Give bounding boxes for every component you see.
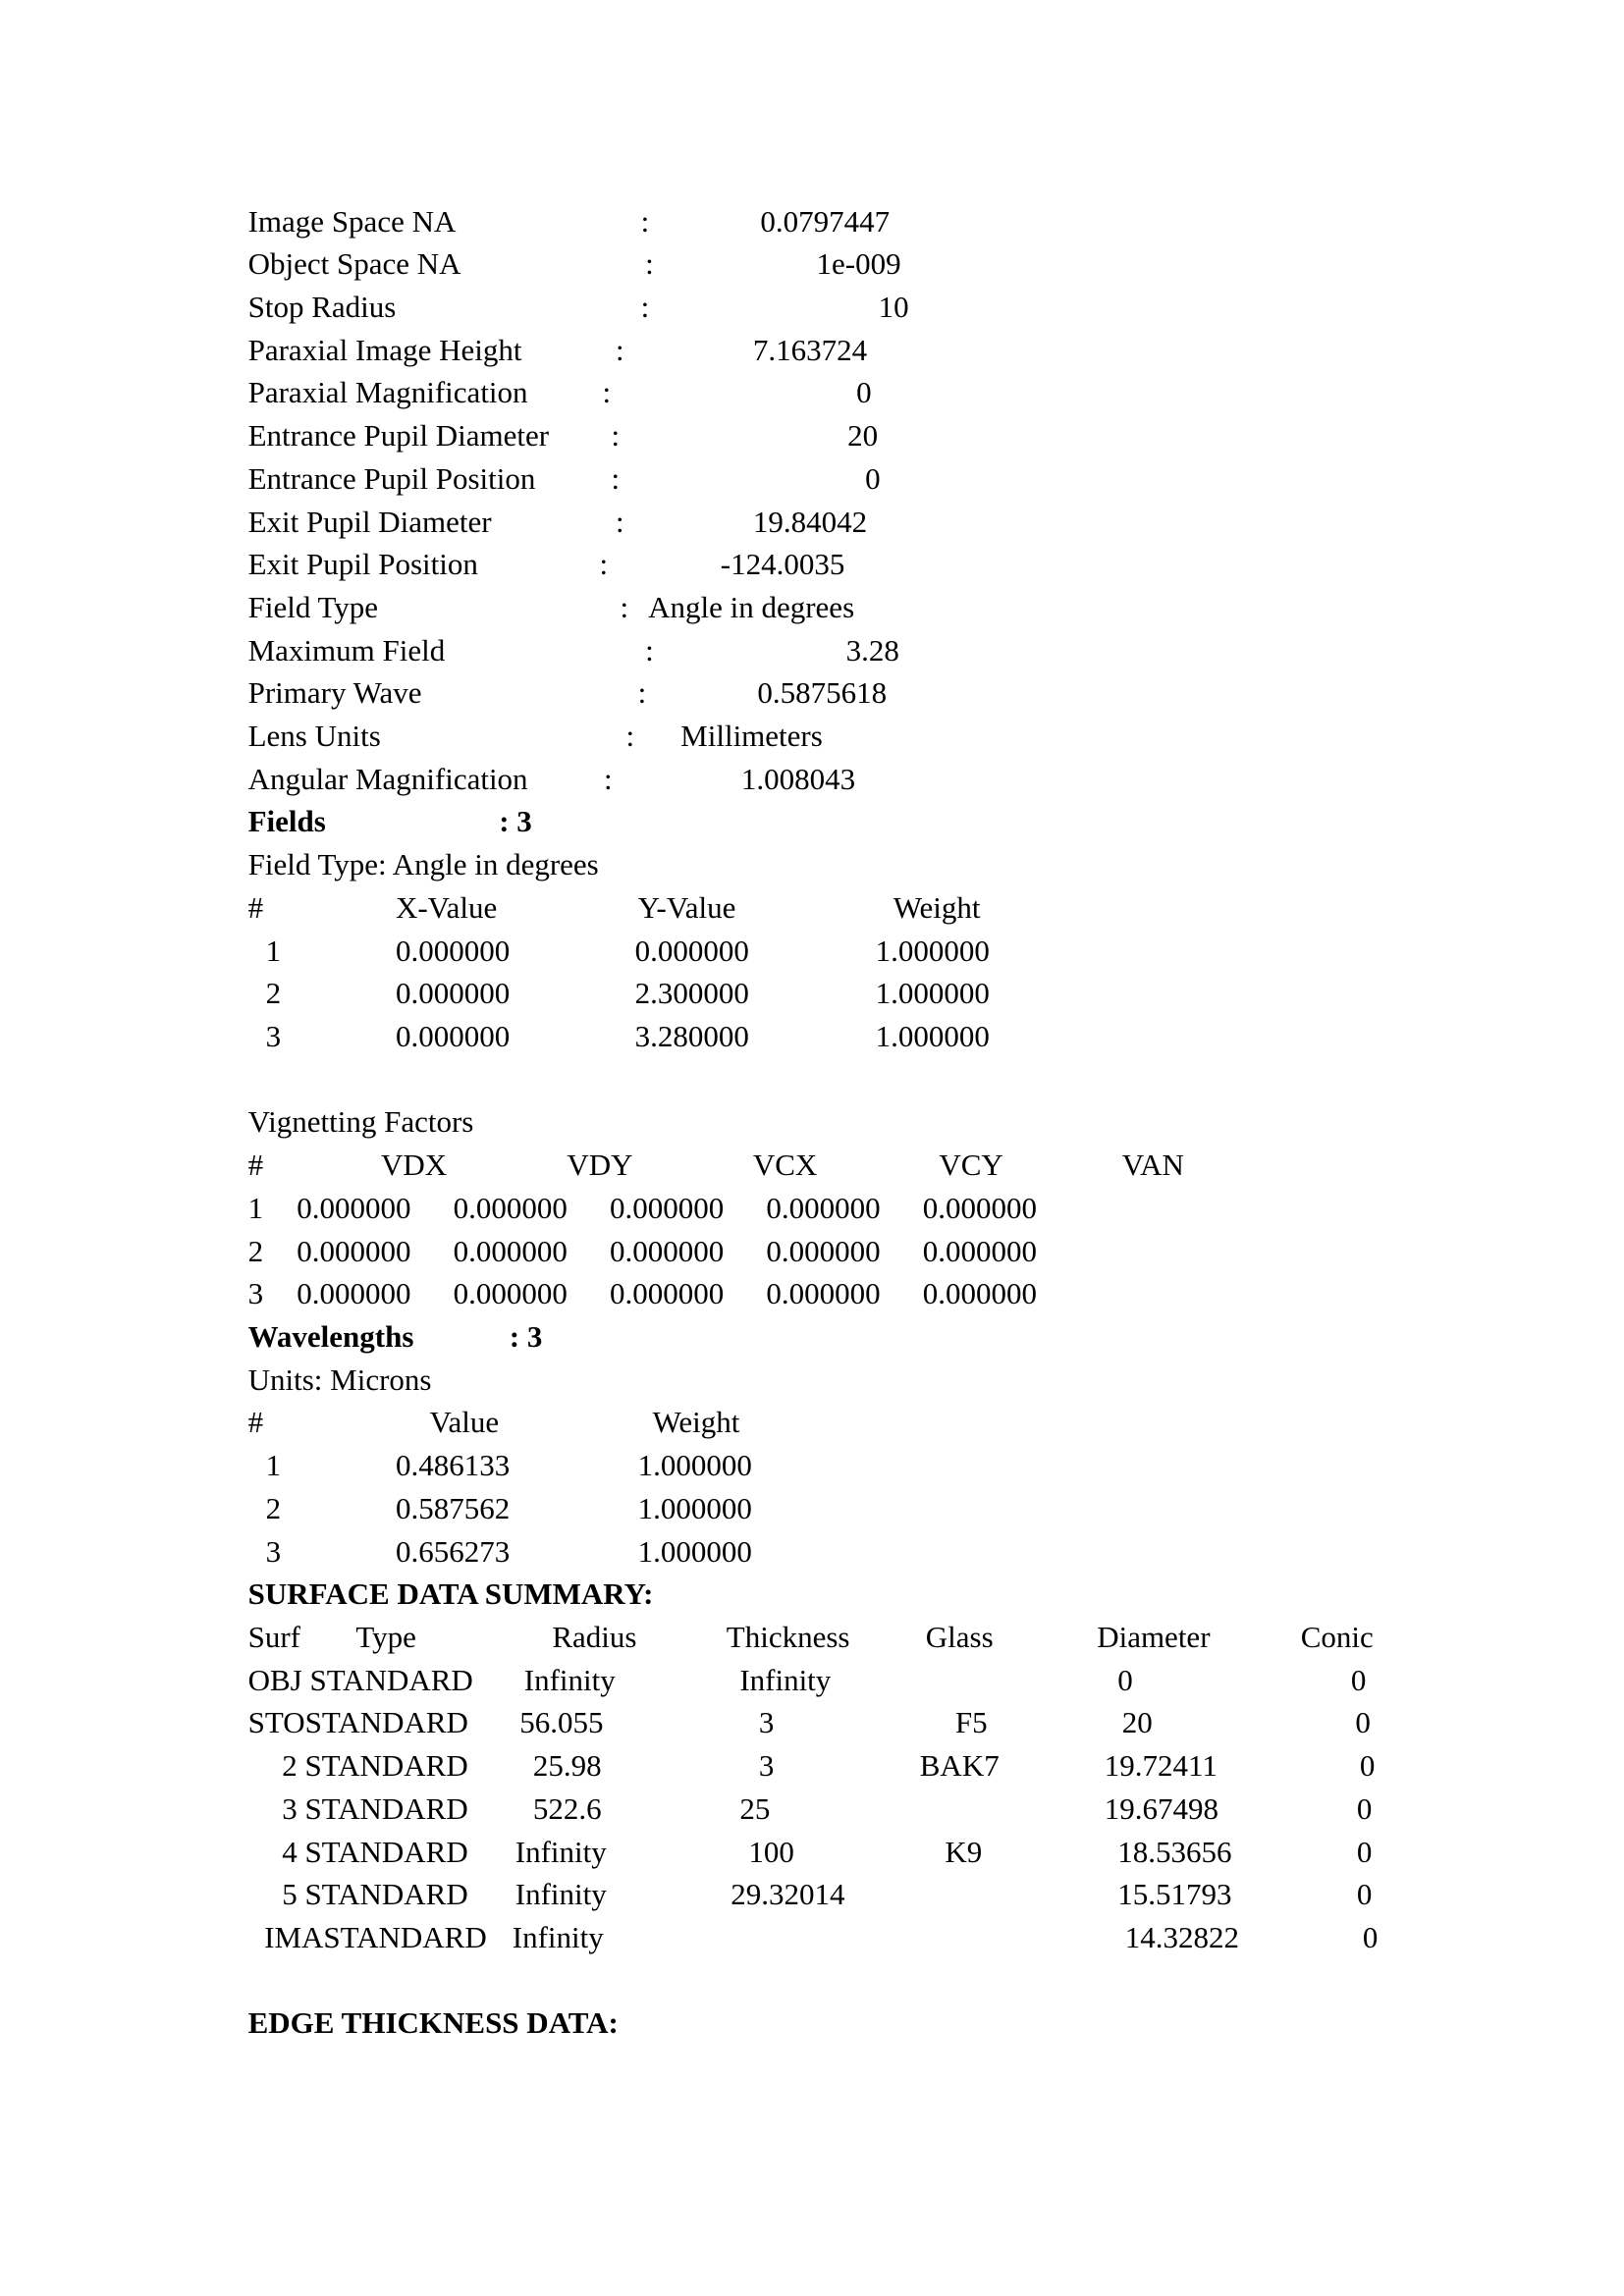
surface-thickness: 3 [758,1705,775,1740]
vignetting-header: VCY [939,1148,1003,1183]
vignetting-header: VAN [1121,1148,1184,1183]
summary-label: Maximum Field [247,632,446,667]
surface-glass: BAK7 [919,1748,1000,1784]
surface-radius: Infinity [512,1919,604,1954]
summary-value: 0.0797447 [760,203,891,239]
fields-type: Field Type: Angle in degrees [247,847,599,882]
summary-colon: : [602,375,612,410]
fields-cell: 1 [265,933,282,968]
edge-thickness-heading: EDGE THICKNESS DATA: [247,2005,619,2041]
surface-diameter: 15.51793 [1117,1877,1232,1912]
vignetting-cell: 0.000000 [922,1190,1038,1225]
surface-radius: 522.6 [532,1790,602,1826]
summary-colon: : [603,761,613,796]
summary-colon: : [611,418,621,454]
fields-cell: 0.000000 [395,933,511,968]
summary-label: Angular Magnification [247,761,528,796]
surface-header: Thickness [726,1619,850,1654]
summary-label: Primary Wave [247,675,422,711]
surface-header: Radius [552,1619,637,1654]
vignetting-cell: 2 [247,1233,264,1268]
fields-cell: 3.280000 [634,1019,749,1054]
surface-radius: 56.055 [519,1705,604,1740]
fields-header: X-Value [395,889,498,925]
vignetting-heading: Vignetting Factors [247,1104,474,1140]
wavelengths-cell: 1.000000 [637,1533,752,1569]
fields-heading: Fields [247,804,326,839]
surface-thickness: 3 [758,1748,775,1784]
summary-label: Field Type [247,589,379,624]
vignetting-cell: 0.000000 [922,1233,1038,1268]
surface-name: 2 STANDARD [282,1748,468,1784]
wavelengths-cell: 0.656273 [395,1533,511,1569]
summary-colon: : [637,675,647,711]
fields-cell: 1.000000 [875,933,990,968]
surface-thickness: 25 [739,1790,771,1826]
surface-radius: 25.98 [532,1748,602,1784]
surface-name: 5 STANDARD [282,1877,468,1912]
summary-value: Millimeters [680,719,823,754]
summary-colon: : [620,589,629,624]
surface-name: 3 STANDARD [282,1790,468,1826]
fields-header: Y-Value [637,889,736,925]
summary-colon: : [616,332,624,367]
wavelengths-count: : 3 [509,1319,543,1355]
surface-header: Type [355,1619,416,1654]
summary-value: 0 [856,375,872,410]
vignetting-cell: 0.000000 [922,1276,1038,1311]
surface-header: Glass [925,1619,994,1654]
fields-cell: 2.300000 [634,976,749,1011]
vignetting-cell: 0.000000 [297,1276,411,1311]
summary-label: Entrance Pupil Diameter [247,418,550,454]
wavelengths-header: Weight [652,1405,740,1440]
surface-thickness: 100 [748,1834,794,1869]
surface-conic: 0 [1356,1877,1373,1912]
vignetting-cell: 0.000000 [297,1233,411,1268]
vignetting-cell: 3 [247,1276,264,1311]
wavelengths-header: Value [429,1405,500,1440]
surface-name: STOSTANDARD [247,1705,468,1740]
summary-value: 3.28 [845,632,899,667]
surface-conic: 0 [1356,1834,1373,1869]
surface-radius: Infinity [514,1877,607,1912]
surface-header: Surf [247,1619,300,1654]
summary-label: Exit Pupil Position [247,547,478,582]
vignetting-cell: 0.000000 [453,1190,568,1225]
summary-label: Image Space NA [247,203,457,239]
vignetting-cell: 0.000000 [610,1233,725,1268]
summary-label: Stop Radius [247,289,397,324]
surface-name: 4 STANDARD [282,1834,468,1869]
surface-header: Diameter [1097,1619,1211,1654]
vignetting-cell: 0.000000 [766,1276,881,1311]
surface-diameter: 0 [1117,1662,1133,1697]
summary-colon: : [611,460,621,496]
vignetting-header: VDY [567,1148,633,1183]
surface-radius: Infinity [514,1834,607,1869]
vignetting-header: # [247,1148,264,1183]
vignetting-cell: 0.000000 [766,1233,881,1268]
surface-conic: 0 [1359,1748,1376,1784]
wavelengths-header: # [247,1405,264,1440]
wavelengths-cell: 0.587562 [395,1490,511,1525]
summary-colon: : [645,632,654,667]
vignetting-header: VDX [380,1148,448,1183]
surface-diameter: 14.32822 [1124,1919,1240,1954]
summary-colon: : [640,289,650,324]
summary-colon: : [599,547,609,582]
wavelengths-cell: 2 [265,1490,282,1525]
surface-glass: K9 [945,1834,983,1869]
surface-thickness: Infinity [739,1662,832,1697]
vignetting-cell: 0.000000 [453,1233,568,1268]
vignetting-cell: 0.000000 [766,1190,881,1225]
vignetting-cell: 0.000000 [297,1190,411,1225]
surface-conic: 0 [1362,1919,1379,1954]
summary-value: 20 [847,418,879,454]
vignetting-cell: 0.000000 [453,1276,568,1311]
summary-value: 1.008043 [740,761,856,796]
vignetting-header: VCX [752,1148,818,1183]
surface-diameter: 19.72411 [1104,1748,1218,1784]
summary-value: Angle in degrees [648,589,855,624]
surface-glass: F5 [954,1705,988,1740]
fields-cell: 0.000000 [395,976,511,1011]
vignetting-cell: 0.000000 [610,1276,725,1311]
surface-diameter: 19.67498 [1104,1790,1218,1826]
fields-cell: 2 [265,976,282,1011]
fields-cell: 3 [265,1019,282,1054]
surface-diameter: 18.53656 [1117,1834,1232,1869]
fields-cell: 0.000000 [395,1019,511,1054]
surface-conic: 0 [1350,1662,1367,1697]
surface-conic: 0 [1355,1705,1371,1740]
summary-label: Exit Pupil Diameter [247,504,492,539]
surface-name: IMASTANDARD [264,1919,487,1954]
vignetting-cell: 0.000000 [610,1190,725,1225]
fields-cell: 1.000000 [875,1019,990,1054]
surface-diameter: 20 [1121,1705,1153,1740]
summary-value: 19.84042 [752,504,868,539]
summary-label: Paraxial Magnification [247,375,528,410]
surface-header: Conic [1300,1619,1374,1654]
fields-header: # [247,889,264,925]
summary-label: Lens Units [247,719,381,754]
surface-thickness: 29.32014 [731,1877,845,1912]
summary-value: -124.0035 [720,547,845,582]
wavelengths-units: Units: Microns [247,1362,432,1397]
surface-name: OBJ STANDARD [247,1662,473,1697]
summary-value: 10 [878,289,909,324]
fields-cell: 1.000000 [875,976,990,1011]
wavelengths-cell: 1.000000 [637,1490,752,1525]
summary-value: 7.163724 [752,332,868,367]
summary-label: Object Space NA [247,246,461,282]
surface-heading: SURFACE DATA SUMMARY: [247,1576,654,1612]
surface-radius: Infinity [523,1662,616,1697]
summary-label: Entrance Pupil Position [247,460,536,496]
wavelengths-cell: 1.000000 [637,1448,752,1483]
summary-colon: : [625,719,635,754]
wavelengths-heading: Wavelengths [247,1319,414,1355]
fields-count: : 3 [499,804,532,839]
wavelengths-cell: 1 [265,1448,282,1483]
summary-value: 1e-009 [816,246,901,282]
summary-value: 0 [865,460,881,496]
vignetting-cell: 1 [247,1190,264,1225]
summary-label: Paraxial Image Height [247,332,522,367]
wavelengths-cell: 3 [265,1533,282,1569]
summary-value: 0.5875618 [757,675,888,711]
wavelengths-cell: 0.486133 [395,1448,511,1483]
summary-colon: : [616,504,624,539]
fields-cell: 0.000000 [634,933,749,968]
fields-header: Weight [893,889,981,925]
surface-conic: 0 [1356,1790,1373,1826]
summary-colon: : [645,246,654,282]
summary-colon: : [640,203,650,239]
